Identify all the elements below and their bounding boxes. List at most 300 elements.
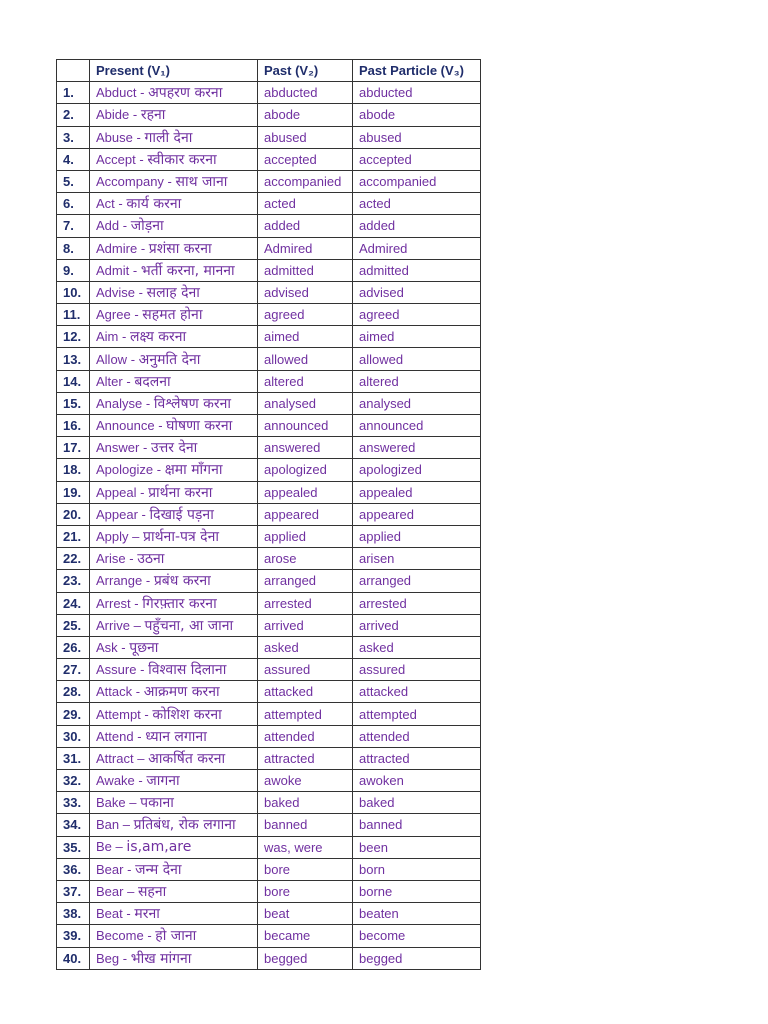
hindi-meaning: मरना (134, 906, 160, 923)
present-cell (90, 747, 258, 769)
past-particle-cell: awoken (353, 770, 481, 792)
row-number: 20. (57, 503, 90, 525)
present-verb: Admit (96, 262, 130, 278)
present-verb: Awake (96, 773, 135, 789)
hindi-meaning: प्रार्थना करना (148, 484, 213, 501)
past-particle-cell: admitted (353, 259, 481, 281)
separator: - (138, 284, 143, 300)
present-verb: Attack (96, 684, 133, 700)
row-number: 34. (57, 814, 90, 836)
separator: - (122, 329, 127, 345)
hindi-meaning: जन्म देना (135, 861, 182, 878)
row-number: 35. (57, 836, 90, 858)
present-verb: Ask (96, 639, 118, 655)
table-row (57, 104, 481, 126)
past-particle-cell: aimed (353, 326, 481, 348)
present-cell (90, 437, 258, 459)
present-verb: Act (96, 196, 115, 212)
past-cell: awoke (258, 770, 353, 792)
past-particle-cell: attempted (353, 703, 481, 725)
table-row (57, 703, 481, 725)
past-particle-cell: attacked (353, 681, 481, 703)
separator: - (156, 462, 162, 478)
separator: – (127, 884, 135, 900)
present-verb: Bake (96, 795, 126, 811)
separator: - (140, 662, 145, 678)
past-cell: accepted (258, 148, 353, 170)
separator: - (122, 950, 128, 966)
past-cell: bore (258, 880, 353, 902)
hindi-meaning: भीख मांगना (130, 950, 192, 967)
past-cell: attracted (258, 747, 353, 769)
row-number: 32. (57, 770, 90, 792)
past-cell: asked (258, 636, 353, 658)
hindi-meaning: उत्तर देना (150, 440, 198, 457)
past-particle-cell: arrived (353, 614, 481, 636)
past-particle-cell: analysed (353, 392, 481, 414)
present-cell (90, 525, 258, 547)
past-cell: analysed (258, 392, 353, 414)
header-past: Past (V₂) (258, 60, 353, 82)
past-cell: abducted (258, 82, 353, 104)
present-cell (90, 681, 258, 703)
table-row (57, 304, 481, 326)
present-cell (90, 304, 258, 326)
present-cell (90, 548, 258, 570)
present-verb: Be (96, 839, 112, 855)
table-row (57, 392, 481, 414)
present-cell (90, 126, 258, 148)
past-cell: beat (258, 903, 353, 925)
past-particle-cell: attracted (353, 747, 481, 769)
hindi-meaning: कार्य करना (126, 196, 182, 213)
separator: – (122, 817, 130, 833)
present-verb: Answer (96, 440, 140, 456)
present-cell (90, 104, 258, 126)
past-particle-cell: applied (353, 525, 481, 547)
past-particle-cell: apologized (353, 459, 481, 481)
past-particle-cell: announced (353, 415, 481, 437)
hindi-meaning: बदलना (134, 373, 171, 390)
hindi-meaning: जोड़ना (130, 218, 164, 235)
row-number: 31. (57, 747, 90, 769)
past-particle-cell: assured (353, 659, 481, 681)
past-cell: begged (258, 947, 353, 969)
present-verb: Attempt (96, 706, 141, 722)
separator: - (140, 484, 145, 500)
row-number: 21. (57, 525, 90, 547)
separator: - (141, 506, 146, 522)
table-row (57, 459, 481, 481)
present-verb: Ban (96, 817, 120, 833)
present-cell (90, 148, 258, 170)
present-cell (90, 348, 258, 370)
present-cell (90, 459, 258, 481)
present-verb: Allow (96, 351, 128, 367)
past-cell: applied (258, 525, 353, 547)
table-row (57, 880, 481, 902)
present-cell (90, 215, 258, 237)
hindi-meaning: पूछना (129, 639, 159, 656)
table-row (57, 126, 481, 148)
table-row (57, 148, 481, 170)
table-row (57, 326, 481, 348)
hindi-meaning: पहुँचना, आ जाना (144, 617, 234, 634)
present-verb: Arrest (96, 595, 131, 611)
past-particle-cell: arrested (353, 592, 481, 614)
table-row (57, 725, 481, 747)
table-row (57, 548, 481, 570)
separator: - (122, 218, 128, 234)
verb-forms-table (56, 59, 481, 970)
past-cell: aimed (258, 326, 353, 348)
present-verb: Accompany (96, 174, 164, 190)
present-verb: Admire (96, 240, 138, 256)
present-cell (90, 326, 258, 348)
hindi-meaning: क्षमा माँगना (164, 462, 223, 479)
present-verb: Apply (96, 529, 129, 545)
hindi-meaning: लक्ष्य करना (129, 329, 187, 346)
present-cell (90, 370, 258, 392)
present-verb: Assure (96, 662, 137, 678)
past-particle-cell: beaten (353, 903, 481, 925)
table-row (57, 925, 481, 947)
separator: - (145, 395, 151, 411)
past-cell: banned (258, 814, 353, 836)
row-number: 27. (57, 659, 90, 681)
present-cell (90, 636, 258, 658)
separator: - (134, 307, 139, 323)
row-number: 7. (57, 215, 90, 237)
past-particle-cell: attended (353, 725, 481, 747)
table-row (57, 193, 481, 215)
past-particle-cell: born (353, 858, 481, 880)
hindi-meaning: विश्लेषण करना (153, 395, 232, 412)
present-verb: Analyse (96, 395, 143, 411)
row-number: 8. (57, 237, 90, 259)
present-verb: Arrange (96, 573, 143, 589)
table-row (57, 437, 481, 459)
row-number: 5. (57, 170, 90, 192)
present-verb: Abduct (96, 85, 137, 101)
past-cell: abode (258, 104, 353, 126)
past-cell: appeared (258, 503, 353, 525)
separator: – (133, 617, 141, 633)
table-row (57, 481, 481, 503)
row-number: 25. (57, 614, 90, 636)
past-particle-cell: arisen (353, 548, 481, 570)
present-verb: Beat (96, 906, 123, 922)
hindi-meaning: जागना (146, 773, 180, 790)
row-number: 33. (57, 792, 90, 814)
past-particle-cell: agreed (353, 304, 481, 326)
past-cell: Admired (258, 237, 353, 259)
hindi-meaning: विश्वास दिलाना (148, 662, 227, 679)
hindi-meaning: आकर्षित करना (148, 750, 226, 767)
past-particle-cell: been (353, 836, 481, 858)
separator: - (126, 906, 131, 922)
table-row (57, 636, 481, 658)
row-number: 39. (57, 925, 90, 947)
present-cell (90, 415, 258, 437)
present-verb: Apologize (96, 462, 154, 478)
past-particle-cell: appealed (353, 481, 481, 503)
row-number: 6. (57, 193, 90, 215)
present-verb: Abuse (96, 129, 133, 145)
present-cell (90, 925, 258, 947)
row-number: 26. (57, 636, 90, 658)
table-row (57, 281, 481, 303)
present-verb: Appear (96, 506, 138, 522)
present-verb: Abide (96, 107, 130, 123)
separator: - (138, 773, 143, 789)
hindi-meaning: अपहरण करना (148, 85, 223, 102)
hindi-meaning: भर्ती करना, मानना (140, 262, 235, 279)
hindi-meaning: सलाह देना (146, 284, 200, 301)
past-cell: apologized (258, 459, 353, 481)
hindi-meaning: सहमत होना (142, 307, 203, 324)
present-verb: Become (96, 928, 144, 944)
past-particle-cell: appeared (353, 503, 481, 525)
hindi-meaning: कोशिश करना (152, 706, 222, 723)
present-cell (90, 392, 258, 414)
past-cell: arose (258, 548, 353, 570)
past-cell: announced (258, 415, 353, 437)
hindi-meaning: हो जाना (155, 928, 197, 945)
table-row (57, 415, 481, 437)
row-number: 22. (57, 548, 90, 570)
present-verb: Agree (96, 307, 131, 323)
row-number: 3. (57, 126, 90, 148)
row-number: 23. (57, 570, 90, 592)
present-cell (90, 659, 258, 681)
row-number: 9. (57, 259, 90, 281)
past-particle-cell: borne (353, 880, 481, 902)
past-particle-cell: added (353, 215, 481, 237)
table-row (57, 814, 481, 836)
separator: - (121, 639, 126, 655)
past-cell: baked (258, 792, 353, 814)
row-number: 24. (57, 592, 90, 614)
hindi-meaning: अनुमति देना (138, 351, 201, 368)
present-cell (90, 858, 258, 880)
separator: - (132, 262, 138, 278)
hindi-meaning: आक्रमण करना (143, 684, 220, 701)
separator: - (132, 107, 138, 123)
hindi-meaning: प्रशंसा करना (148, 240, 212, 257)
table-row (57, 503, 481, 525)
past-cell: arrested (258, 592, 353, 614)
table-row (57, 570, 481, 592)
past-particle-cell: abducted (353, 82, 481, 104)
past-cell: acted (258, 193, 353, 215)
separator: - (127, 861, 132, 877)
present-cell (90, 725, 258, 747)
hindi-meaning: सहना (137, 884, 167, 901)
row-number: 18. (57, 459, 90, 481)
present-cell (90, 170, 258, 192)
table-row (57, 215, 481, 237)
table-row (57, 370, 481, 392)
present-verb: Accept (96, 151, 136, 167)
row-number: 38. (57, 903, 90, 925)
row-number: 12. (57, 326, 90, 348)
present-cell (90, 237, 258, 259)
header-present: Present (V₁) (90, 60, 258, 82)
hindi-meaning: ध्यान लगाना (145, 728, 207, 745)
table-row (57, 659, 481, 681)
past-particle-cell: baked (353, 792, 481, 814)
table-row (57, 614, 481, 636)
present-cell (90, 880, 258, 902)
past-cell: assured (258, 659, 353, 681)
hindi-meaning: साथ जाना (175, 174, 228, 191)
separator: - (136, 129, 141, 145)
past-cell: bore (258, 858, 353, 880)
present-cell (90, 814, 258, 836)
past-particle-cell: Admired (353, 237, 481, 259)
row-number: 19. (57, 481, 90, 503)
past-particle-cell: answered (353, 437, 481, 459)
past-cell: arranged (258, 570, 353, 592)
past-particle-cell: accompanied (353, 170, 481, 192)
past-particle-cell: altered (353, 370, 481, 392)
table-row (57, 947, 481, 969)
row-number: 2. (57, 104, 90, 126)
separator: - (167, 174, 172, 190)
table-row (57, 592, 481, 614)
separator: – (137, 750, 145, 766)
present-cell (90, 947, 258, 969)
table-row (57, 525, 481, 547)
past-particle-cell: begged (353, 947, 481, 969)
row-number: 1. (57, 82, 90, 104)
separator: - (137, 728, 142, 744)
separator: - (147, 928, 152, 944)
header-number (57, 60, 90, 82)
hindi-meaning: प्रार्थना-पत्र देना (143, 529, 219, 546)
past-particle-cell: allowed (353, 348, 481, 370)
row-number: 14. (57, 370, 90, 392)
hindi-meaning: पकाना (140, 795, 174, 812)
present-cell (90, 614, 258, 636)
row-number: 36. (57, 858, 90, 880)
present-cell (90, 82, 258, 104)
separator: - (158, 418, 163, 434)
table-row (57, 82, 481, 104)
separator: - (144, 706, 149, 722)
past-cell: agreed (258, 304, 353, 326)
past-particle-cell: asked (353, 636, 481, 658)
present-cell (90, 592, 258, 614)
present-verb: Arise (96, 551, 126, 567)
row-number: 30. (57, 725, 90, 747)
hindi-meaning: स्वीकार करना (147, 151, 217, 168)
past-cell: attacked (258, 681, 353, 703)
past-particle-cell: acted (353, 193, 481, 215)
table-row (57, 259, 481, 281)
separator: - (135, 684, 141, 700)
present-verb: Advise (96, 284, 136, 300)
past-cell: abused (258, 126, 353, 148)
past-cell: was, were (258, 836, 353, 858)
past-particle-cell: abode (353, 104, 481, 126)
past-particle-cell: become (353, 925, 481, 947)
hindi-meaning: गाली देना (144, 129, 193, 146)
present-verb: Appeal (96, 484, 137, 500)
table-row (57, 858, 481, 880)
separator: - (126, 373, 131, 389)
row-number: 28. (57, 681, 90, 703)
present-cell (90, 703, 258, 725)
hindi-meaning: गिरफ़्तार करना (142, 595, 217, 612)
past-particle-cell: banned (353, 814, 481, 836)
table-row (57, 770, 481, 792)
table-body (57, 82, 481, 970)
hindi-meaning: घोषणा करना (166, 418, 233, 435)
present-cell (90, 193, 258, 215)
past-cell: appealed (258, 481, 353, 503)
row-number: 10. (57, 281, 90, 303)
separator: - (134, 595, 139, 611)
past-cell: accompanied (258, 170, 353, 192)
present-verb: Add (96, 218, 120, 234)
present-cell (90, 259, 258, 281)
separator: - (142, 440, 148, 456)
separator: - (139, 151, 144, 167)
row-number: 15. (57, 392, 90, 414)
hindi-meaning: is,am,are (126, 839, 192, 856)
past-cell: added (258, 215, 353, 237)
present-verb: Beg (96, 950, 120, 966)
header-past-particle: Past Particle (V₃) (353, 60, 481, 82)
present-cell (90, 836, 258, 858)
past-cell: allowed (258, 348, 353, 370)
separator: - (140, 85, 145, 101)
separator: - (145, 573, 151, 589)
table-row (57, 836, 481, 858)
separator: - (140, 240, 146, 256)
table-row (57, 170, 481, 192)
row-number: 40. (57, 947, 90, 969)
row-number: 11. (57, 304, 90, 326)
past-particle-cell: abused (353, 126, 481, 148)
separator: – (115, 839, 123, 855)
present-cell (90, 770, 258, 792)
row-number: 13. (57, 348, 90, 370)
hindi-meaning: प्रबंध करना (153, 573, 211, 590)
present-verb: Bear (96, 861, 124, 877)
past-cell: attempted (258, 703, 353, 725)
hindi-meaning: प्रतिबंध, रोक लगाना (133, 817, 236, 834)
present-verb: Arrive (96, 617, 130, 633)
separator: - (129, 551, 134, 567)
row-number: 4. (57, 148, 90, 170)
hindi-meaning: रहना (140, 107, 166, 124)
row-number: 17. (57, 437, 90, 459)
table-row (57, 747, 481, 769)
separator: – (129, 795, 137, 811)
table-row (57, 348, 481, 370)
past-particle-cell: advised (353, 281, 481, 303)
table-header-row (57, 60, 481, 82)
separator: - (118, 196, 123, 212)
present-cell (90, 503, 258, 525)
past-particle-cell: arranged (353, 570, 481, 592)
present-cell (90, 903, 258, 925)
past-cell: answered (258, 437, 353, 459)
present-verb: Aim (96, 329, 119, 345)
